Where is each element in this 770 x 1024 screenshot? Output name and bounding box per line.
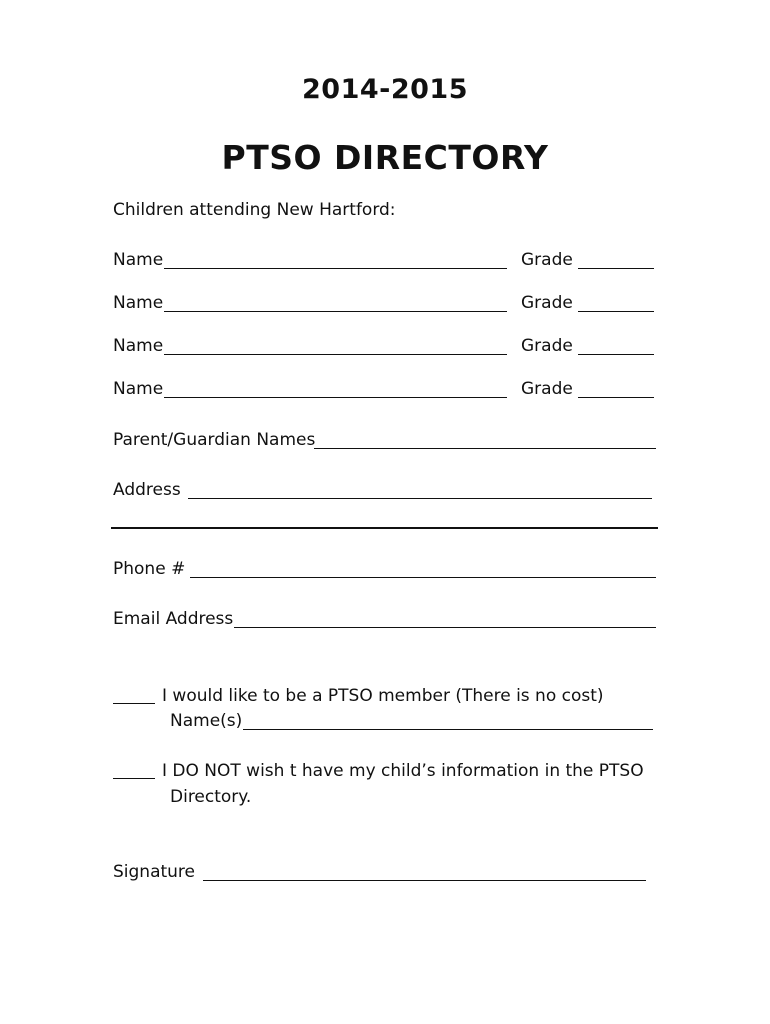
child-2-name-label: Name (113, 293, 164, 313)
optout-option-text-line-2: Directory. (170, 787, 252, 807)
child-1-grade-field[interactable] (578, 268, 654, 269)
child-2-grade-field[interactable] (578, 311, 654, 312)
child-4-name-label: Name (113, 379, 164, 399)
signature-label: Signature (113, 862, 196, 882)
child-3-grade-field[interactable] (578, 354, 654, 355)
address-label: Address (113, 480, 181, 500)
address-field-line-1[interactable] (188, 498, 652, 499)
child-4-grade-label: Grade (521, 379, 573, 399)
child-2-grade-label: Grade (521, 293, 573, 313)
optout-checkbox-blank[interactable] (113, 778, 155, 779)
member-names-label: Name(s) (170, 711, 243, 731)
form-title: PTSO DIRECTORY (221, 138, 549, 177)
school-year: 2014-2015 (302, 74, 468, 105)
parent-guardian-field[interactable] (314, 448, 656, 449)
phone-label: Phone # (113, 559, 186, 579)
address-field-line-2[interactable] (111, 527, 658, 529)
child-3-name-label: Name (113, 336, 164, 356)
child-4-grade-field[interactable] (578, 397, 654, 398)
child-1-name-label: Name (113, 250, 164, 270)
email-label: Email Address (113, 609, 234, 629)
children-intro: Children attending New Hartford: (113, 200, 396, 220)
member-option-text: I would like to be a PTSO member (There is no cost) (162, 686, 604, 706)
email-field[interactable] (234, 627, 656, 628)
child-1-name-field[interactable] (164, 268, 507, 269)
member-checkbox-blank[interactable] (113, 703, 155, 704)
phone-field[interactable] (190, 577, 656, 578)
child-3-name-field[interactable] (164, 354, 507, 355)
child-4-name-field[interactable] (164, 397, 507, 398)
child-1-grade-label: Grade (521, 250, 573, 270)
child-3-grade-label: Grade (521, 336, 573, 356)
signature-field[interactable] (203, 880, 646, 881)
member-names-field[interactable] (243, 729, 653, 730)
optout-option-text-line-1: I DO NOT wish t have my child’s information in the PTSO (162, 761, 644, 781)
child-2-name-field[interactable] (164, 311, 507, 312)
parent-guardian-label: Parent/Guardian Names (113, 430, 316, 450)
